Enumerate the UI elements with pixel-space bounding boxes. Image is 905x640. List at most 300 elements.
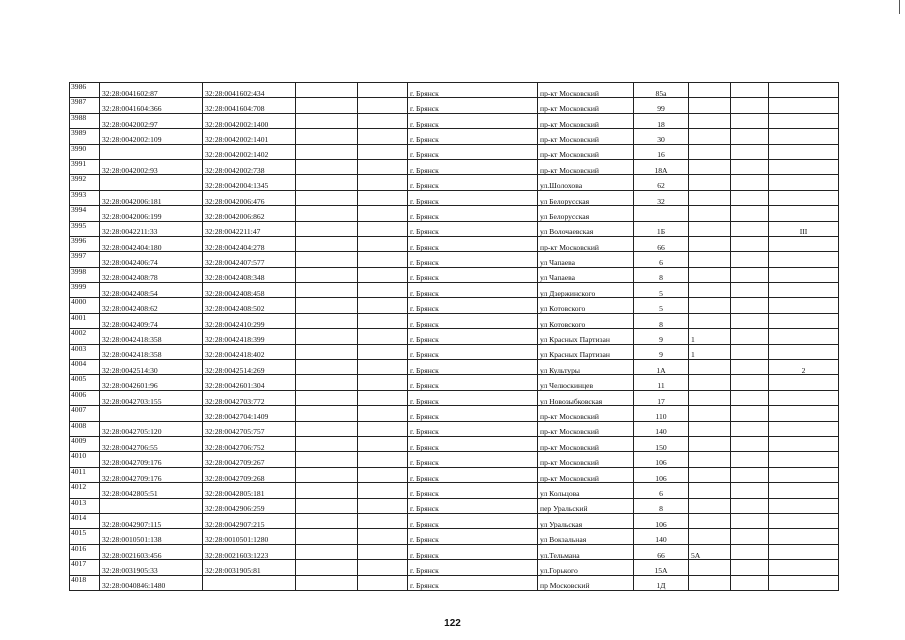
table-row xyxy=(70,144,839,159)
street-cell: пр-кт Московский xyxy=(538,452,634,467)
building-cell xyxy=(689,298,731,313)
cadastral-number-2-cell: 32:28:0042006:862 xyxy=(203,206,296,221)
extra-cell xyxy=(769,498,839,513)
street-cell: пр-кт Московский xyxy=(538,113,634,128)
street-cell: ул Красных Партизан xyxy=(538,329,634,344)
building-cell xyxy=(689,113,731,128)
house-number-cell: 6 xyxy=(634,252,689,267)
street-cell: пр-кт Московский xyxy=(538,98,634,113)
cadastral-number-cell: 32:28:0042408:62 xyxy=(100,298,203,313)
empty-cell-3 xyxy=(731,467,769,482)
cadastral-number-cell: 32:28:0042006:199 xyxy=(100,206,203,221)
city-cell: г. Брянск xyxy=(408,190,538,205)
city-cell: г. Брянск xyxy=(408,298,538,313)
row-number-cell: 3999 xyxy=(70,283,100,298)
street-cell: ул Кольцова xyxy=(538,483,634,498)
cadastral-number-2-cell: 32:28:0042211:47 xyxy=(203,221,296,236)
cadastral-number-2-cell: 32:28:0042410:299 xyxy=(203,313,296,328)
empty-cell-2 xyxy=(358,452,408,467)
cadastral-number-2-cell: 32:28:0042002:1400 xyxy=(203,113,296,128)
cadastral-number-cell: 32:28:0042418:358 xyxy=(100,329,203,344)
extra-cell xyxy=(769,313,839,328)
building-cell xyxy=(689,390,731,405)
building-cell xyxy=(689,190,731,205)
cadastral-number-cell: 32:28:0040846:1480 xyxy=(100,575,203,590)
street-cell: ул Котовского xyxy=(538,298,634,313)
table-row xyxy=(70,190,839,205)
empty-cell-3 xyxy=(731,313,769,328)
cadastral-number-2-cell: 32:28:0042906:259 xyxy=(203,498,296,513)
empty-cell-1 xyxy=(296,298,358,313)
empty-cell-2 xyxy=(358,313,408,328)
city-cell: г. Брянск xyxy=(408,329,538,344)
empty-cell-1 xyxy=(296,498,358,513)
extra-cell xyxy=(769,144,839,159)
table-row xyxy=(70,436,839,451)
empty-cell-1 xyxy=(296,390,358,405)
row-number-cell: 3992 xyxy=(70,175,100,190)
extra-cell xyxy=(769,129,839,144)
empty-cell-1 xyxy=(296,452,358,467)
cadastral-number-2-cell: 32:28:0010501:1280 xyxy=(203,529,296,544)
street-cell: ул Культуры xyxy=(538,360,634,375)
empty-cell-1 xyxy=(296,267,358,282)
empty-cell-3 xyxy=(731,283,769,298)
table-row xyxy=(70,221,839,236)
row-number-cell: 4003 xyxy=(70,344,100,359)
empty-cell-2 xyxy=(358,221,408,236)
house-number-cell: 18А xyxy=(634,159,689,174)
empty-cell-2 xyxy=(358,375,408,390)
empty-cell-1 xyxy=(296,144,358,159)
building-cell xyxy=(689,560,731,575)
extra-cell xyxy=(769,267,839,282)
building-cell xyxy=(689,144,731,159)
empty-cell-1 xyxy=(296,560,358,575)
cadastral-number-2-cell xyxy=(203,575,296,590)
street-cell: ул Новозыбковская xyxy=(538,390,634,405)
empty-cell-1 xyxy=(296,221,358,236)
empty-cell-2 xyxy=(358,283,408,298)
empty-cell-2 xyxy=(358,252,408,267)
extra-cell xyxy=(769,467,839,482)
street-cell: ул Котовского xyxy=(538,313,634,328)
cadastral-number-2-cell: 32:28:0041604:708 xyxy=(203,98,296,113)
cadastral-number-2-cell: 32:28:0042709:268 xyxy=(203,467,296,482)
city-cell: г. Брянск xyxy=(408,406,538,421)
row-number-cell: 4017 xyxy=(70,560,100,575)
row-number-cell: 4015 xyxy=(70,529,100,544)
scan-edge-mark xyxy=(899,0,900,14)
cadastral-number-cell: 32:28:0042709:176 xyxy=(100,452,203,467)
house-number-cell: 140 xyxy=(634,421,689,436)
house-number-cell: 106 xyxy=(634,452,689,467)
row-number-cell: 4004 xyxy=(70,360,100,375)
cadastral-number-2-cell: 32:28:0021603:1223 xyxy=(203,544,296,559)
street-cell: пр-кт Московский xyxy=(538,144,634,159)
cadastral-number-2-cell: 32:28:0042418:399 xyxy=(203,329,296,344)
cadastral-number-2-cell: 32:28:0042408:458 xyxy=(203,283,296,298)
house-number-cell: 30 xyxy=(634,129,689,144)
empty-cell-3 xyxy=(731,375,769,390)
table-row xyxy=(70,452,839,467)
row-number-cell: 4013 xyxy=(70,498,100,513)
cadastral-number-2-cell: 32:28:0042705:757 xyxy=(203,421,296,436)
street-cell: пр-кт Московский xyxy=(538,129,634,144)
empty-cell-1 xyxy=(296,513,358,528)
extra-cell xyxy=(769,421,839,436)
house-number-cell: 17 xyxy=(634,390,689,405)
empty-cell-2 xyxy=(358,421,408,436)
cadastral-number-cell: 32:28:0041602:87 xyxy=(100,83,203,98)
street-cell: пр-кт Московский xyxy=(538,236,634,251)
cadastral-number-cell: 32:28:0042703:155 xyxy=(100,390,203,405)
city-cell: г. Брянск xyxy=(408,236,538,251)
building-cell xyxy=(689,83,731,98)
building-cell xyxy=(689,421,731,436)
house-number-cell: 150 xyxy=(634,436,689,451)
extra-cell xyxy=(769,113,839,128)
table-row xyxy=(70,421,839,436)
empty-cell-3 xyxy=(731,360,769,375)
house-number-cell: 6 xyxy=(634,483,689,498)
extra-cell xyxy=(769,175,839,190)
building-cell xyxy=(689,360,731,375)
empty-cell-2 xyxy=(358,113,408,128)
extra-cell xyxy=(769,452,839,467)
empty-cell-2 xyxy=(358,544,408,559)
cadastral-number-cell: 32:28:0042514:30 xyxy=(100,360,203,375)
table-row xyxy=(70,560,839,575)
cadastral-number-cell: 32:28:0042211:33 xyxy=(100,221,203,236)
table-row xyxy=(70,267,839,282)
cadastral-number-cell: 32:28:0042002:109 xyxy=(100,129,203,144)
empty-cell-3 xyxy=(731,98,769,113)
city-cell: г. Брянск xyxy=(408,529,538,544)
empty-cell-3 xyxy=(731,206,769,221)
empty-cell-1 xyxy=(296,436,358,451)
table-row xyxy=(70,544,839,559)
table-row xyxy=(70,513,839,528)
cadastral-number-cell: 32:28:0042805:51 xyxy=(100,483,203,498)
cadastral-number-cell: 32:28:0042408:54 xyxy=(100,283,203,298)
empty-cell-3 xyxy=(731,406,769,421)
table-row xyxy=(70,360,839,375)
cadastral-number-2-cell: 32:28:0042514:269 xyxy=(203,360,296,375)
row-number-cell: 4014 xyxy=(70,513,100,528)
street-cell: пр-кт Московский xyxy=(538,421,634,436)
building-cell: 1 xyxy=(689,329,731,344)
empty-cell-1 xyxy=(296,129,358,144)
city-cell: г. Брянск xyxy=(408,252,538,267)
extra-cell: III xyxy=(769,221,839,236)
city-cell: г. Брянск xyxy=(408,344,538,359)
street-cell: ул Белорусская xyxy=(538,206,634,221)
page-number: 122 xyxy=(444,618,461,629)
cadastral-number-2-cell: 32:28:0042407:577 xyxy=(203,252,296,267)
row-number-cell: 4000 xyxy=(70,298,100,313)
building-cell xyxy=(689,513,731,528)
empty-cell-1 xyxy=(296,329,358,344)
building-cell xyxy=(689,375,731,390)
table-row xyxy=(70,498,839,513)
extra-cell xyxy=(769,483,839,498)
empty-cell-1 xyxy=(296,283,358,298)
street-cell: пер Уральский xyxy=(538,498,634,513)
street-cell: ул Красных Партизан xyxy=(538,344,634,359)
table-row xyxy=(70,575,839,590)
empty-cell-2 xyxy=(358,560,408,575)
city-cell: г. Брянск xyxy=(408,313,538,328)
empty-cell-1 xyxy=(296,483,358,498)
empty-cell-1 xyxy=(296,375,358,390)
cadastral-number-cell: 32:28:0042406:74 xyxy=(100,252,203,267)
cadastral-number-cell: 32:28:0042601:96 xyxy=(100,375,203,390)
building-cell xyxy=(689,267,731,282)
building-cell xyxy=(689,252,731,267)
extra-cell xyxy=(769,529,839,544)
empty-cell-3 xyxy=(731,159,769,174)
extra-cell xyxy=(769,344,839,359)
cadastral-number-2-cell: 32:28:0041602:434 xyxy=(203,83,296,98)
extra-cell xyxy=(769,575,839,590)
cadastral-number-2-cell: 32:28:0042002:1401 xyxy=(203,129,296,144)
empty-cell-3 xyxy=(731,498,769,513)
empty-cell-2 xyxy=(358,329,408,344)
building-cell xyxy=(689,236,731,251)
empty-cell-2 xyxy=(358,206,408,221)
empty-cell-2 xyxy=(358,236,408,251)
house-number-cell: 15А xyxy=(634,560,689,575)
city-cell: г. Брянск xyxy=(408,390,538,405)
building-cell xyxy=(689,129,731,144)
cadastral-number-cell: 32:28:0042418:358 xyxy=(100,344,203,359)
row-number-cell: 3995 xyxy=(70,221,100,236)
house-number-cell: 1Б xyxy=(634,221,689,236)
cadastral-number-2-cell: 32:28:0042805:181 xyxy=(203,483,296,498)
street-cell: пр-кт Московский xyxy=(538,406,634,421)
city-cell: г. Брянск xyxy=(408,483,538,498)
empty-cell-3 xyxy=(731,575,769,590)
registry-table xyxy=(69,82,839,591)
empty-cell-2 xyxy=(358,498,408,513)
house-number-cell: 11 xyxy=(634,375,689,390)
extra-cell xyxy=(769,560,839,575)
table-row xyxy=(70,129,839,144)
building-cell xyxy=(689,283,731,298)
empty-cell-3 xyxy=(731,236,769,251)
street-cell: пр-кт Московский xyxy=(538,436,634,451)
city-cell: г. Брянск xyxy=(408,360,538,375)
empty-cell-2 xyxy=(358,129,408,144)
cadastral-number-2-cell: 32:28:0042408:348 xyxy=(203,267,296,282)
empty-cell-3 xyxy=(731,544,769,559)
city-cell: г. Брянск xyxy=(408,221,538,236)
row-number-cell: 3994 xyxy=(70,206,100,221)
city-cell: г. Брянск xyxy=(408,113,538,128)
city-cell: г. Брянск xyxy=(408,544,538,559)
empty-cell-2 xyxy=(358,575,408,590)
empty-cell-3 xyxy=(731,252,769,267)
cadastral-number-cell: 32:28:0010501:138 xyxy=(100,529,203,544)
empty-cell-3 xyxy=(731,298,769,313)
cadastral-number-cell: 32:28:0042709:176 xyxy=(100,467,203,482)
street-cell: ул Вокзальная xyxy=(538,529,634,544)
row-number-cell: 3997 xyxy=(70,252,100,267)
street-cell: пр-кт Московский xyxy=(538,467,634,482)
row-number-cell: 4001 xyxy=(70,313,100,328)
empty-cell-3 xyxy=(731,344,769,359)
street-cell: ул Чапаева xyxy=(538,267,634,282)
table-row xyxy=(70,329,839,344)
city-cell: г. Брянск xyxy=(408,375,538,390)
row-number-cell: 3990 xyxy=(70,144,100,159)
empty-cell-3 xyxy=(731,267,769,282)
row-number-cell: 4010 xyxy=(70,452,100,467)
house-number-cell: 106 xyxy=(634,467,689,482)
building-cell xyxy=(689,206,731,221)
cadastral-number-cell: 32:28:0041604:366 xyxy=(100,98,203,113)
empty-cell-1 xyxy=(296,467,358,482)
cadastral-number-2-cell: 32:28:0031905:81 xyxy=(203,560,296,575)
row-number-cell: 4011 xyxy=(70,467,100,482)
house-number-cell: 1А xyxy=(634,360,689,375)
empty-cell-3 xyxy=(731,513,769,528)
empty-cell-1 xyxy=(296,344,358,359)
cadastral-number-cell: 32:28:0042002:93 xyxy=(100,159,203,174)
extra-cell xyxy=(769,406,839,421)
extra-cell xyxy=(769,375,839,390)
building-cell xyxy=(689,483,731,498)
cadastral-number-2-cell: 32:28:0042004:1345 xyxy=(203,175,296,190)
empty-cell-2 xyxy=(358,467,408,482)
empty-cell-2 xyxy=(358,360,408,375)
house-number-cell: 5 xyxy=(634,298,689,313)
house-number-cell xyxy=(634,206,689,221)
empty-cell-2 xyxy=(358,298,408,313)
city-cell: г. Брянск xyxy=(408,436,538,451)
empty-cell-2 xyxy=(358,175,408,190)
row-number-cell: 4008 xyxy=(70,421,100,436)
house-number-cell: 32 xyxy=(634,190,689,205)
row-number-cell: 4002 xyxy=(70,329,100,344)
city-cell: г. Брянск xyxy=(408,452,538,467)
extra-cell xyxy=(769,236,839,251)
cadastral-number-2-cell: 32:28:0042002:738 xyxy=(203,159,296,174)
row-number-cell: 3988 xyxy=(70,113,100,128)
street-cell: пр Московский xyxy=(538,575,634,590)
house-number-cell: 5 xyxy=(634,283,689,298)
extra-cell: 2 xyxy=(769,360,839,375)
empty-cell-1 xyxy=(296,529,358,544)
row-number-cell: 3993 xyxy=(70,190,100,205)
table-row xyxy=(70,406,839,421)
table-row xyxy=(70,159,839,174)
building-cell xyxy=(689,467,731,482)
house-number-cell: 9 xyxy=(634,344,689,359)
house-number-cell: 8 xyxy=(634,313,689,328)
street-cell: ул Чапаева xyxy=(538,252,634,267)
table-row xyxy=(70,252,839,267)
street-cell: ул.Шолохова xyxy=(538,175,634,190)
building-cell xyxy=(689,159,731,174)
table-row xyxy=(70,375,839,390)
table-row xyxy=(70,206,839,221)
empty-cell-2 xyxy=(358,390,408,405)
cadastral-number-cell xyxy=(100,175,203,190)
extra-cell xyxy=(769,190,839,205)
house-number-cell: 8 xyxy=(634,267,689,282)
cadastral-number-2-cell: 32:28:0042709:267 xyxy=(203,452,296,467)
city-cell: г. Брянск xyxy=(408,575,538,590)
city-cell: г. Брянск xyxy=(408,513,538,528)
street-cell: ул Белорусская xyxy=(538,190,634,205)
extra-cell xyxy=(769,283,839,298)
building-cell xyxy=(689,575,731,590)
empty-cell-2 xyxy=(358,406,408,421)
house-number-cell: 85а xyxy=(634,83,689,98)
empty-cell-2 xyxy=(358,83,408,98)
empty-cell-3 xyxy=(731,83,769,98)
extra-cell xyxy=(769,206,839,221)
cadastral-number-cell: 32:28:0021603:456 xyxy=(100,544,203,559)
empty-cell-1 xyxy=(296,313,358,328)
empty-cell-3 xyxy=(731,529,769,544)
cadastral-number-cell xyxy=(100,144,203,159)
empty-cell-3 xyxy=(731,483,769,498)
row-number-cell: 3998 xyxy=(70,267,100,282)
city-cell: г. Брянск xyxy=(408,206,538,221)
street-cell: ул Волочаевская xyxy=(538,221,634,236)
street-cell: ул.Тельмана xyxy=(538,544,634,559)
street-cell: ул Уральская xyxy=(538,513,634,528)
house-number-cell: 110 xyxy=(634,406,689,421)
empty-cell-3 xyxy=(731,436,769,451)
row-number-cell: 3987 xyxy=(70,98,100,113)
empty-cell-1 xyxy=(296,113,358,128)
empty-cell-2 xyxy=(358,483,408,498)
house-number-cell: 16 xyxy=(634,144,689,159)
street-cell: пр-кт Московский xyxy=(538,83,634,98)
house-number-cell: 62 xyxy=(634,175,689,190)
empty-cell-2 xyxy=(358,159,408,174)
cadastral-number-2-cell: 32:28:0042706:752 xyxy=(203,436,296,451)
city-cell: г. Брянск xyxy=(408,129,538,144)
city-cell: г. Брянск xyxy=(408,498,538,513)
row-number-cell: 4016 xyxy=(70,544,100,559)
table-body xyxy=(70,83,839,591)
empty-cell-1 xyxy=(296,544,358,559)
building-cell xyxy=(689,98,731,113)
house-number-cell: 106 xyxy=(634,513,689,528)
row-number-cell: 3996 xyxy=(70,236,100,251)
city-cell: г. Брянск xyxy=(408,560,538,575)
row-number-cell: 3989 xyxy=(70,129,100,144)
row-number-cell: 4006 xyxy=(70,390,100,405)
cadastral-number-cell: 32:28:0042409:74 xyxy=(100,313,203,328)
row-number-cell: 4007 xyxy=(70,406,100,421)
empty-cell-1 xyxy=(296,575,358,590)
city-cell: г. Брянск xyxy=(408,421,538,436)
empty-cell-2 xyxy=(358,267,408,282)
cadastral-number-cell: 32:28:0042404:180 xyxy=(100,236,203,251)
cadastral-number-2-cell: 32:28:0042601:304 xyxy=(203,375,296,390)
house-number-cell: 9 xyxy=(634,329,689,344)
empty-cell-1 xyxy=(296,421,358,436)
table-row xyxy=(70,483,839,498)
empty-cell-2 xyxy=(358,190,408,205)
empty-cell-3 xyxy=(731,144,769,159)
